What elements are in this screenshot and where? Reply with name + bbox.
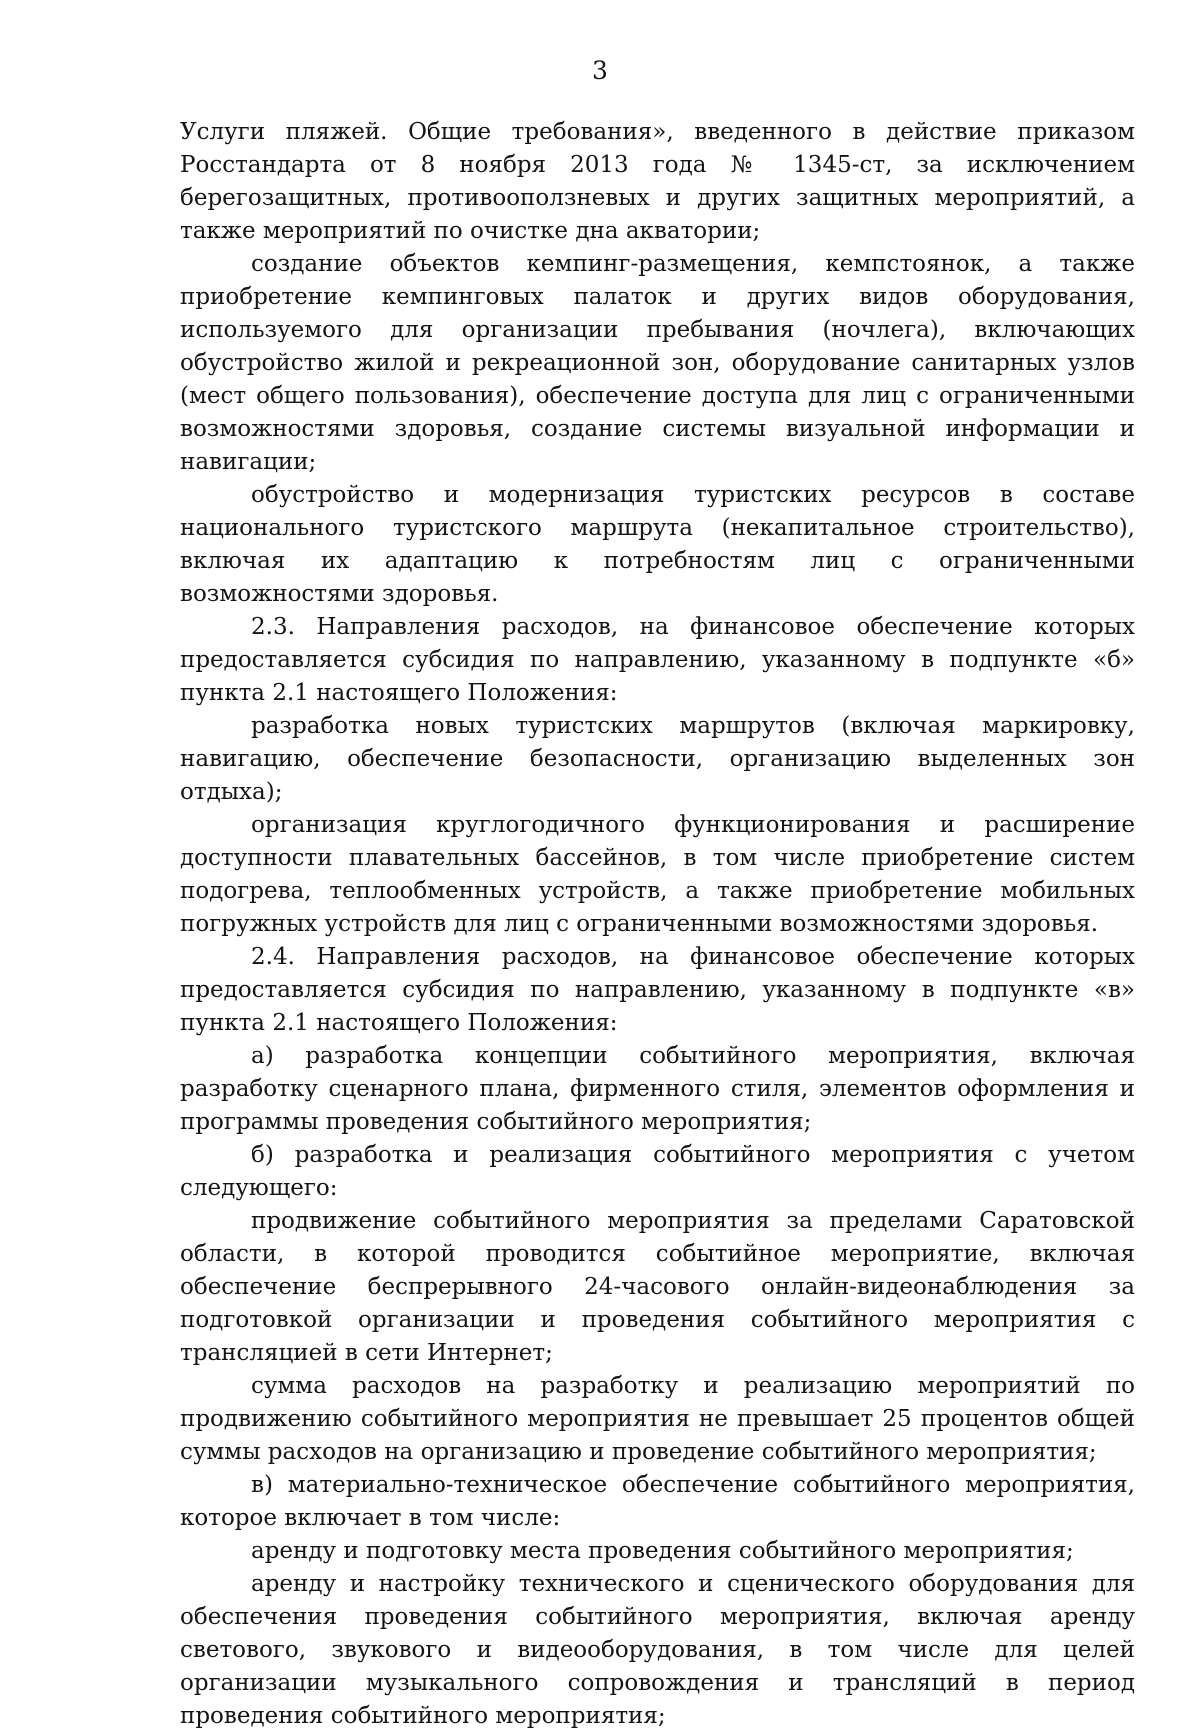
page-number: 3 (592, 56, 608, 85)
paragraph-equipment-rental: аренду и настройку технического и сценического оборудования для обеспечения проведения событийного мероприятия, включая аренду светового, звукового и видеооборудования, в том числе для целей организации музыкального сопровождения и трансляций в период проведения событийного мероприятия; (180, 1571, 1135, 1729)
paragraph-swimming-pools: организация круглогодичного функционирования и расширение доступности плавательных бассейнов, в том числе приобретение систем подогрева, теплообменных устройств, а также приобретение мобильных погружных устройств для лиц с ограниченными возможностями здоровья. (180, 812, 1135, 937)
document-body (180, 116, 1135, 1733)
paragraph-beaches-continuation: Услуги пляжей. Общие требования», введенного в действие приказом Росстандарта от 8 ноября 2013 года № 1345-ст, за исключением берегозащитных, противооползневых и других защитных мероприятий, а также мероприятий по очистке дна акватории; (180, 119, 1135, 244)
paragraph-item-b: б) разработка и реализация событийного мероприятия с учетом следующего: (180, 1142, 1135, 1201)
paragraph-tourist-resources: обустройство и модернизация туристских ресурсов в составе национального туристского маршрута (некапитальное строительство), включая их адаптацию к потребностям лиц с ограниченными возможностями здоровья. (180, 482, 1135, 607)
paragraph-promotion-cost-limit: сумма расходов на разработку и реализацию мероприятий по продвижению событийного мероприятия не превышает 25 процентов общей суммы расходов на организацию и проведение событийного мероприятия; (180, 1373, 1135, 1465)
paragraph-section-2-3: 2.3. Направления расходов, на финансовое обеспечение которых предоставляется субсидия по направлению, указанному в подпункте «б» пункта 2.1 настоящего Положения: (180, 614, 1135, 706)
paragraph-venue-rental: аренду и подготовку места проведения событийного мероприятия; (251, 1538, 1074, 1564)
paragraph-event-promotion: продвижение событийного мероприятия за пределами Саратовской области, в которой проводится событийное мероприятие, включая обеспечение беспрерывного 24-часового онлайн-видеонаблюдения за подготовкой организации и проведения событийного мероприятия с трансляцией в сети Интернет; (180, 1208, 1135, 1366)
paragraph-new-routes: разработка новых туристских маршрутов (включая маркировку, навигацию, обеспечение безопасности, организацию выделенных зон отдыха); (180, 713, 1135, 805)
paragraph-camping-facilities: создание объектов кемпинг-размещения, кемпстоянок, а также приобретение кемпинговых палаток и других видов оборудования, используемого для организации пребывания (ночлега), включающих обустройство жилой и рекреационной зон, оборудование санитарных узлов (мест общего пользования), обеспечение доступа для лиц с ограниченными возможностями здоровья, создание системы визуальной информации и навигации; (180, 251, 1135, 475)
paragraph-item-a: а) разработка концепции событийного мероприятия, включая разработку сценарного плана, фирменного стиля, элементов оформления и программы проведения событийного мероприятия; (180, 1043, 1135, 1135)
paragraph-section-2-4: 2.4. Направления расходов, на финансовое обеспечение которых предоставляется субсидия по направлению, указанному в подпункте «в» пункта 2.1 настоящего Положения: (180, 944, 1135, 1036)
paragraph-item-c: в) материально-техническое обеспечение событийного мероприятия, которое включает в том числе: (180, 1472, 1135, 1531)
